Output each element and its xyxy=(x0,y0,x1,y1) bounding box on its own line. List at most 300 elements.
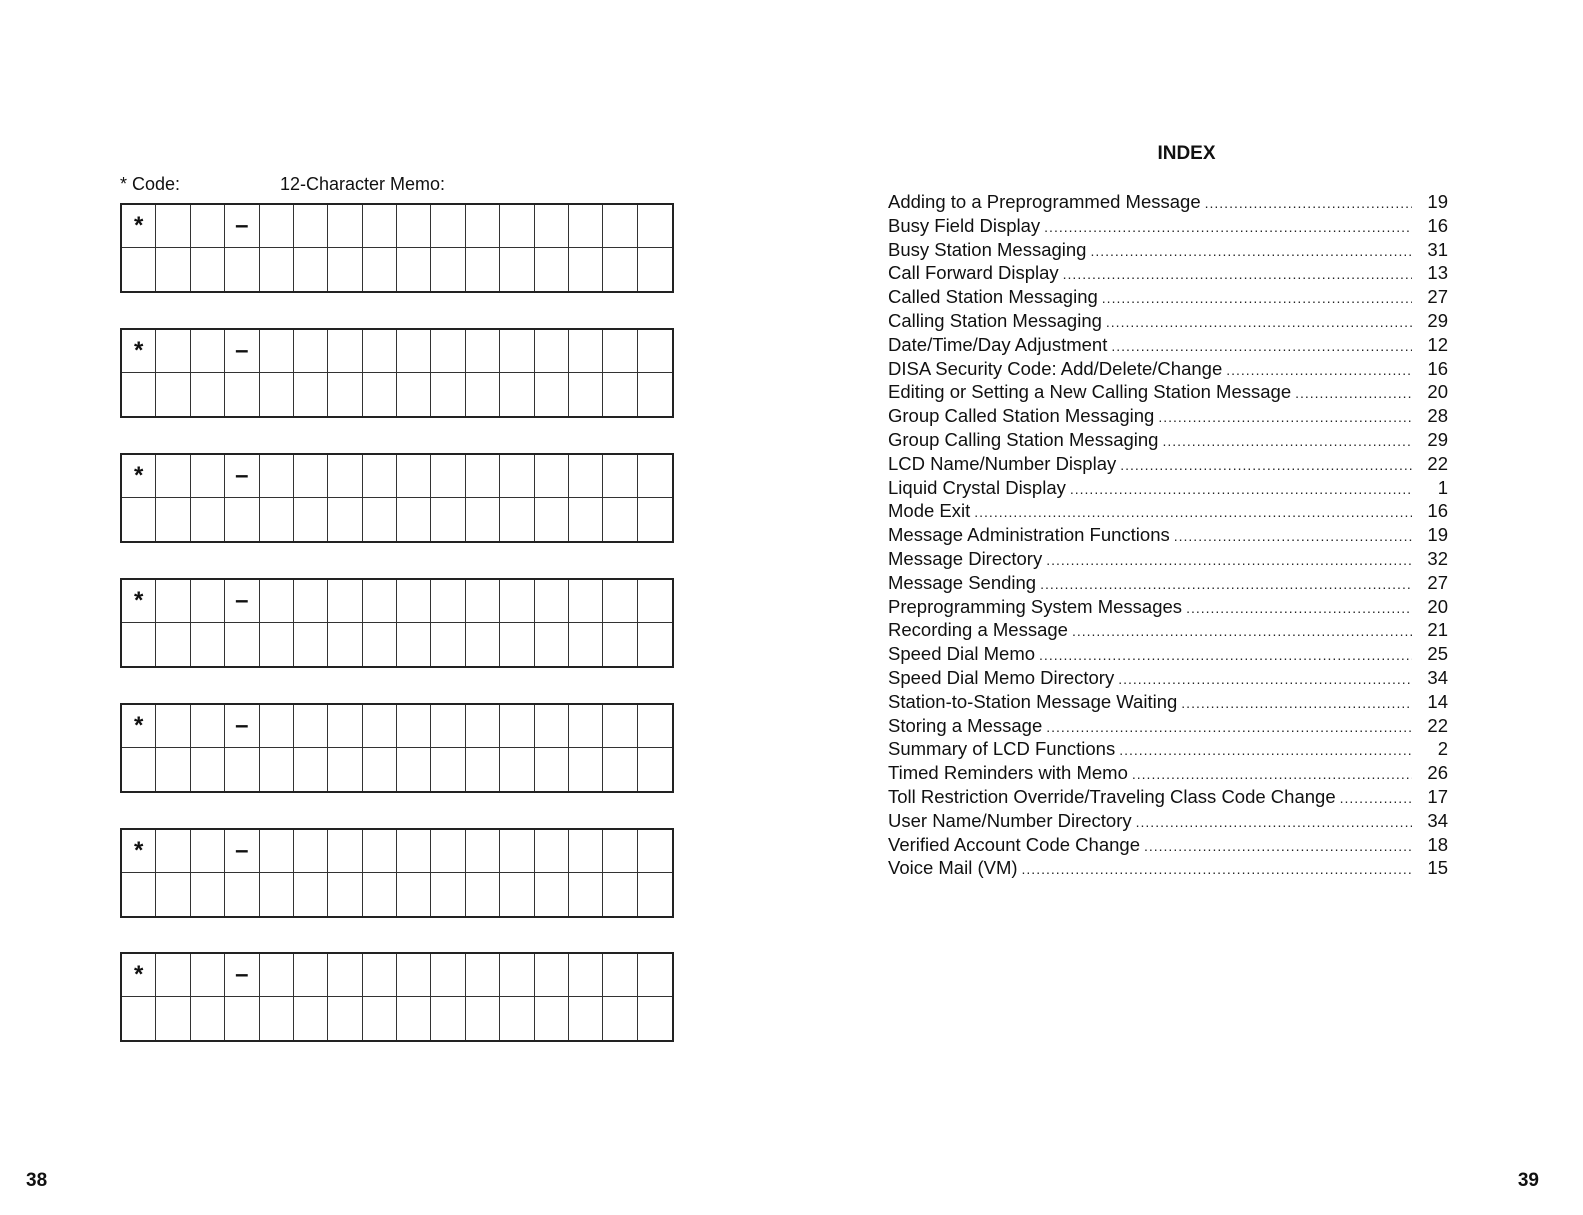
memo-cell xyxy=(397,748,431,791)
index-entry-title: Voice Mail (VM) xyxy=(888,857,1018,879)
index-entry-page: 21 xyxy=(1427,619,1448,641)
memo-cell xyxy=(466,498,500,541)
index-list xyxy=(888,190,1448,880)
memo-cell xyxy=(225,373,259,416)
memo-cell xyxy=(156,748,190,791)
memo-cell xyxy=(638,248,672,291)
memo-cell xyxy=(260,455,294,498)
memo-cell xyxy=(363,705,397,748)
memo-cell xyxy=(603,580,637,623)
index-entry-page: 26 xyxy=(1427,762,1448,784)
memo-cell xyxy=(156,205,190,248)
dash-cell: – xyxy=(225,580,259,623)
memo-cell xyxy=(603,248,637,291)
memo-cell xyxy=(431,248,465,291)
memo-grid xyxy=(120,328,674,418)
memo-cell xyxy=(363,330,397,373)
memo-cell xyxy=(328,248,362,291)
index-entry xyxy=(888,404,1448,428)
index-entry-page: 16 xyxy=(1427,500,1448,522)
star-cell: * xyxy=(122,830,156,873)
memo-cell xyxy=(397,455,431,498)
memo-cell xyxy=(603,997,637,1040)
memo-cell xyxy=(225,873,259,916)
memo-cell xyxy=(569,873,603,916)
memo-cell xyxy=(431,873,465,916)
memo-cell xyxy=(260,830,294,873)
memo-cell xyxy=(328,373,362,416)
memo-cell xyxy=(431,705,465,748)
index-entry-title: Storing a Message xyxy=(888,714,1043,736)
index-entry xyxy=(888,214,1448,238)
memo-label: 12-Character Memo: xyxy=(280,174,446,194)
index-entry-page: 2 xyxy=(1437,738,1448,760)
memo-cell xyxy=(466,873,500,916)
index-entry-page: 27 xyxy=(1427,286,1448,308)
memo-cell xyxy=(535,330,569,373)
memo-cell xyxy=(638,498,672,541)
memo-cell xyxy=(260,623,294,666)
memo-cell xyxy=(156,873,190,916)
index-entry-title: Speed Dial Memo Directory xyxy=(888,666,1115,688)
memo-cell xyxy=(397,830,431,873)
memo-cell xyxy=(191,455,225,498)
star-cell: * xyxy=(122,580,156,623)
dot-leader xyxy=(1340,787,1412,811)
memo-cell xyxy=(260,373,294,416)
memo-cell xyxy=(156,705,190,748)
index-entry-title: Timed Reminders with Memo xyxy=(888,762,1128,784)
memo-cell xyxy=(466,373,500,416)
star-cell: * xyxy=(122,705,156,748)
dot-leader xyxy=(1119,739,1412,763)
memo-cell xyxy=(466,830,500,873)
index-entry-title: Recording a Message xyxy=(888,619,1068,641)
memo-cell xyxy=(294,205,328,248)
index-entry xyxy=(888,571,1448,595)
memo-cell xyxy=(191,830,225,873)
index-entry-title: Group Called Station Messaging xyxy=(888,405,1155,427)
memo-cell xyxy=(397,205,431,248)
index-entry xyxy=(888,833,1448,857)
memo-cell xyxy=(603,205,637,248)
index-entry xyxy=(888,452,1448,476)
memo-cell xyxy=(397,498,431,541)
dot-leader xyxy=(1120,454,1412,478)
memo-cell xyxy=(156,580,190,623)
memo-cell xyxy=(294,873,328,916)
memo-cell xyxy=(294,623,328,666)
index-entry-title: Group Calling Station Messaging xyxy=(888,428,1159,450)
memo-cell xyxy=(191,248,225,291)
memo-cell xyxy=(156,373,190,416)
dot-leader xyxy=(1046,549,1412,573)
memo-cell xyxy=(294,830,328,873)
memo-cell xyxy=(122,997,156,1040)
dot-leader xyxy=(1205,192,1412,216)
index-entry-page: 16 xyxy=(1427,214,1448,236)
index-entry-page: 31 xyxy=(1427,238,1448,260)
memo-cell xyxy=(569,705,603,748)
memo-grid xyxy=(120,828,674,918)
memo-cell xyxy=(363,205,397,248)
memo-cell xyxy=(191,954,225,997)
memo-cell xyxy=(156,623,190,666)
memo-cell xyxy=(500,954,534,997)
index-entry-title: Station-to-Station Message Waiting xyxy=(888,690,1178,712)
memo-cell xyxy=(191,997,225,1040)
memo-cell xyxy=(638,623,672,666)
memo-cell xyxy=(431,954,465,997)
index-entry xyxy=(888,785,1448,809)
star-cell: * xyxy=(122,205,156,248)
index-entry-title: Adding to a Preprogrammed Message xyxy=(888,191,1201,212)
memo-cell xyxy=(603,373,637,416)
index-entry-title: LCD Name/Number Display xyxy=(888,452,1117,474)
index-entry-page: 15 xyxy=(1427,857,1448,879)
index-entry-page: 22 xyxy=(1427,714,1448,736)
memo-cell xyxy=(500,623,534,666)
memo-cell xyxy=(535,873,569,916)
memo-cell xyxy=(363,954,397,997)
memo-cell xyxy=(260,580,294,623)
dot-leader xyxy=(1295,382,1412,406)
dot-leader xyxy=(1158,406,1412,430)
memo-cell xyxy=(260,248,294,291)
memo-cell xyxy=(603,873,637,916)
memo-cell xyxy=(569,954,603,997)
index-entry-title: DISA Security Code: Add/Delete/Change xyxy=(888,357,1223,379)
index-entry xyxy=(888,476,1448,500)
memo-cell xyxy=(225,748,259,791)
index-title: INDEX xyxy=(1157,143,1216,164)
index-entry xyxy=(888,761,1448,785)
memo-cell xyxy=(225,498,259,541)
memo-cell xyxy=(260,997,294,1040)
memo-cell xyxy=(638,455,672,498)
memo-cell xyxy=(638,580,672,623)
memo-cell xyxy=(156,997,190,1040)
memo-cell xyxy=(431,455,465,498)
memo-cell xyxy=(535,623,569,666)
memo-cell xyxy=(431,373,465,416)
memo-cell xyxy=(156,830,190,873)
index-entry-page: 20 xyxy=(1427,381,1448,403)
dot-leader xyxy=(974,501,1412,525)
memo-cell xyxy=(466,455,500,498)
dot-leader xyxy=(1039,644,1412,668)
memo-cell xyxy=(569,373,603,416)
memo-cell xyxy=(191,623,225,666)
memo-cell xyxy=(569,748,603,791)
memo-cell xyxy=(363,997,397,1040)
memo-cell xyxy=(397,623,431,666)
memo-grid xyxy=(120,703,674,793)
memo-cell xyxy=(363,623,397,666)
index-entry-title: Calling Station Messaging xyxy=(888,309,1102,331)
memo-cell xyxy=(363,373,397,416)
index-entry xyxy=(888,333,1448,357)
dot-leader xyxy=(1040,573,1412,597)
memo-cell xyxy=(328,580,362,623)
memo-cell xyxy=(500,748,534,791)
memo-cell xyxy=(397,705,431,748)
index-entry-title: Busy Station Messaging xyxy=(888,238,1087,260)
star-cell: * xyxy=(122,455,156,498)
memo-cell xyxy=(500,873,534,916)
index-entry xyxy=(888,261,1448,285)
memo-cell xyxy=(122,373,156,416)
memo-cell xyxy=(500,373,534,416)
dot-leader xyxy=(1144,835,1412,859)
memo-cell xyxy=(603,330,637,373)
memo-cell xyxy=(500,205,534,248)
index-entry-title: Toll Restriction Override/Traveling Class Code Change xyxy=(888,785,1336,807)
memo-cell xyxy=(260,498,294,541)
memo-cell xyxy=(191,373,225,416)
memo-cell xyxy=(397,997,431,1040)
index-entry-title: Message Administration Functions xyxy=(888,524,1170,546)
index-entry xyxy=(888,428,1448,452)
index-entry-page: 18 xyxy=(1427,833,1448,855)
star-cell: * xyxy=(122,330,156,373)
memo-cell xyxy=(431,580,465,623)
memo-cell xyxy=(569,623,603,666)
index-entry-page: 29 xyxy=(1427,428,1448,450)
index-entry xyxy=(888,642,1448,666)
index-entry xyxy=(888,523,1448,547)
memo-cell xyxy=(638,748,672,791)
memo-cell xyxy=(363,748,397,791)
memo-cell xyxy=(569,997,603,1040)
memo-cell xyxy=(569,830,603,873)
memo-cell xyxy=(191,748,225,791)
index-entry-title: Preprogramming System Messages xyxy=(888,595,1183,617)
index-entry xyxy=(888,690,1448,714)
index-entry-page: 25 xyxy=(1427,643,1448,665)
memo-cell xyxy=(328,623,362,666)
dot-leader xyxy=(1070,478,1412,502)
index-entry-page: 20 xyxy=(1427,595,1448,617)
memo-cell xyxy=(294,954,328,997)
index-entry-page: 34 xyxy=(1427,666,1448,688)
memo-cell xyxy=(466,205,500,248)
memo-cell xyxy=(363,830,397,873)
memo-cell xyxy=(535,498,569,541)
memo-cell xyxy=(500,997,534,1040)
dot-leader xyxy=(1118,668,1412,692)
memo-cell xyxy=(569,498,603,541)
dot-leader xyxy=(1136,811,1412,835)
dot-leader xyxy=(1090,240,1412,264)
memo-cell xyxy=(191,873,225,916)
index-entry-title: Call Forward Display xyxy=(888,262,1059,284)
memo-cell xyxy=(638,205,672,248)
right-page xyxy=(790,0,1583,1215)
memo-cell xyxy=(260,205,294,248)
memo-cell xyxy=(535,373,569,416)
index-entry xyxy=(888,737,1448,761)
memo-cell xyxy=(431,498,465,541)
memo-cell xyxy=(328,830,362,873)
memo-cell xyxy=(535,205,569,248)
memo-grid xyxy=(120,578,674,668)
dash-cell: – xyxy=(225,330,259,373)
memo-cell xyxy=(638,873,672,916)
page-number-left: 38 xyxy=(26,1170,48,1191)
index-entry-page: 19 xyxy=(1427,524,1448,546)
index-entry-title: Verified Account Code Change xyxy=(888,833,1140,855)
memo-cell xyxy=(294,705,328,748)
memo-cell xyxy=(328,455,362,498)
memo-cell xyxy=(260,954,294,997)
index-entry-page: 13 xyxy=(1427,262,1448,284)
dot-leader xyxy=(1044,216,1412,240)
memo-cell xyxy=(638,705,672,748)
memo-cell xyxy=(500,580,534,623)
index-entry-page: 17 xyxy=(1427,785,1448,807)
dot-leader xyxy=(1102,287,1412,311)
index-entry-page: 27 xyxy=(1427,571,1448,593)
memo-cell xyxy=(328,997,362,1040)
memo-cell xyxy=(156,498,190,541)
dot-leader xyxy=(1111,335,1412,359)
memo-cell xyxy=(122,623,156,666)
memo-cell xyxy=(431,748,465,791)
memo-cell xyxy=(260,873,294,916)
memo-cell xyxy=(156,954,190,997)
memo-cell xyxy=(638,373,672,416)
memo-cell xyxy=(397,580,431,623)
memo-cell xyxy=(294,580,328,623)
dash-cell: – xyxy=(225,455,259,498)
memo-cell xyxy=(191,498,225,541)
index-entry-title: Summary of LCD Functions xyxy=(888,738,1116,760)
index-entry-page: 22 xyxy=(1427,452,1448,474)
memo-cell xyxy=(397,248,431,291)
index-entry-page: 34 xyxy=(1427,809,1448,831)
index-entry-title: Speed Dial Memo xyxy=(888,643,1036,665)
memo-cell xyxy=(431,830,465,873)
memo-cell xyxy=(363,873,397,916)
memo-cell xyxy=(603,954,637,997)
memo-cell xyxy=(500,830,534,873)
index-entry-page: 12 xyxy=(1427,333,1448,355)
memo-cell xyxy=(431,623,465,666)
memo-cell xyxy=(569,455,603,498)
index-entry-page: 19 xyxy=(1427,191,1448,212)
memo-cell xyxy=(260,748,294,791)
memo-cell xyxy=(535,997,569,1040)
memo-cell xyxy=(191,580,225,623)
left-page xyxy=(0,0,790,1215)
memo-cell xyxy=(569,330,603,373)
index-entry-page: 32 xyxy=(1427,547,1448,569)
index-entry-page: 14 xyxy=(1427,690,1448,712)
memo-cell xyxy=(431,997,465,1040)
dash-cell: – xyxy=(225,205,259,248)
dash-cell: – xyxy=(225,705,259,748)
index-entry xyxy=(888,856,1448,880)
memo-cell xyxy=(225,997,259,1040)
memo-cell xyxy=(156,455,190,498)
dot-leader xyxy=(1162,430,1412,454)
memo-cell xyxy=(500,705,534,748)
memo-cell xyxy=(500,455,534,498)
memo-cell xyxy=(397,954,431,997)
memo-cell xyxy=(363,580,397,623)
index-entry xyxy=(888,285,1448,309)
memo-cell xyxy=(431,330,465,373)
memo-cell xyxy=(156,330,190,373)
memo-cell xyxy=(638,830,672,873)
memo-cell xyxy=(294,248,328,291)
memo-cell xyxy=(535,830,569,873)
memo-cell xyxy=(260,705,294,748)
memo-cell xyxy=(569,205,603,248)
memo-cell xyxy=(535,580,569,623)
memo-cell xyxy=(294,997,328,1040)
index-entry xyxy=(888,595,1448,619)
memo-cell xyxy=(260,330,294,373)
dot-leader xyxy=(1181,692,1412,716)
memo-cell xyxy=(294,330,328,373)
index-entry-page: 28 xyxy=(1427,405,1448,427)
index-entry xyxy=(888,380,1448,404)
memo-cell xyxy=(569,580,603,623)
index-entry xyxy=(888,238,1448,262)
memo-cell xyxy=(466,580,500,623)
memo-cell xyxy=(191,205,225,248)
memo-cell xyxy=(535,705,569,748)
memo-cell xyxy=(191,330,225,373)
memo-grid xyxy=(120,952,674,1042)
memo-cell xyxy=(328,498,362,541)
memo-cell xyxy=(397,373,431,416)
memo-cell xyxy=(328,205,362,248)
memo-cell xyxy=(122,498,156,541)
memo-cell xyxy=(603,498,637,541)
index-entry-title: Date/Time/Day Adjustment xyxy=(888,333,1108,355)
memo-cell xyxy=(603,623,637,666)
dash-cell: – xyxy=(225,830,259,873)
dot-leader xyxy=(1106,311,1412,335)
index-entry xyxy=(888,618,1448,642)
dot-leader xyxy=(1063,263,1412,287)
memo-cell xyxy=(397,873,431,916)
memo-grid xyxy=(120,453,674,543)
index-entry-page: 29 xyxy=(1427,309,1448,331)
memo-cell xyxy=(535,248,569,291)
memo-cell xyxy=(294,455,328,498)
memo-cell xyxy=(535,455,569,498)
dot-leader xyxy=(1072,620,1412,644)
memo-cell xyxy=(603,830,637,873)
dot-leader xyxy=(1046,716,1412,740)
memo-cell xyxy=(191,705,225,748)
memo-cell xyxy=(328,954,362,997)
memo-cell xyxy=(431,205,465,248)
index-entry xyxy=(888,547,1448,571)
memo-cell xyxy=(466,623,500,666)
index-entry-page: 16 xyxy=(1427,357,1448,379)
index-entry-title: Called Station Messaging xyxy=(888,286,1098,308)
index-entry-title: Mode Exit xyxy=(888,500,971,522)
memo-cell xyxy=(535,748,569,791)
memo-cell xyxy=(225,248,259,291)
memo-cell xyxy=(603,748,637,791)
memo-cell xyxy=(638,330,672,373)
